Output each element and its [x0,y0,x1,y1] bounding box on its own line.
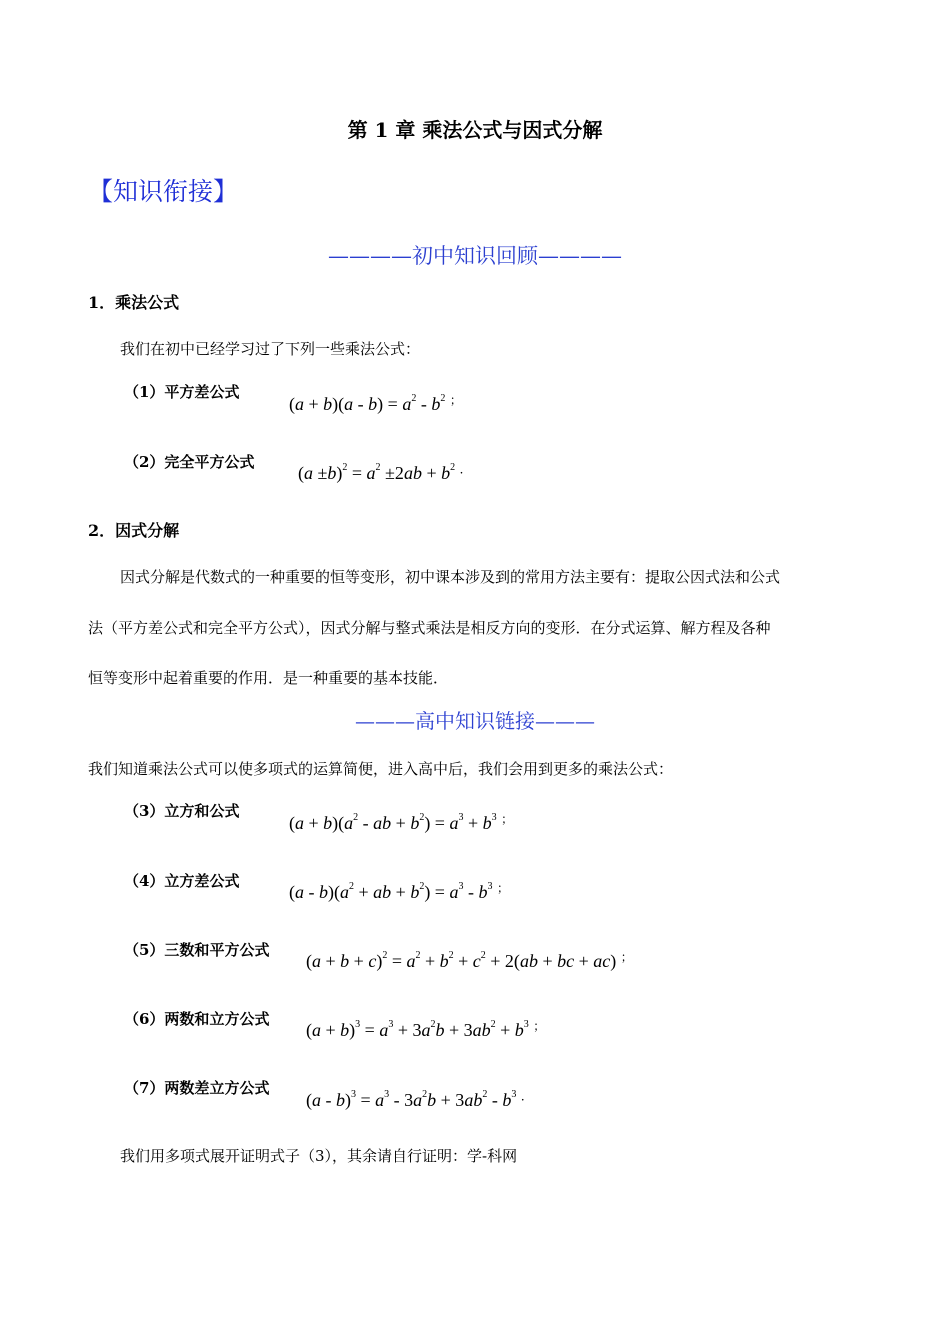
formula-2-end: ． [459,462,472,476]
divider-junior-review: ————初中知识回顾———— [328,244,622,268]
formula-label-6: （6）两数和立方公式 [124,1010,270,1028]
section-heading-factorization: 2．因式分解 [88,521,180,540]
formula-4-end: ； [496,881,509,895]
formula-label-7: （7）两数差立方公式 [124,1079,270,1097]
formula-cube-of-sum: $(a + b)^3 = a^3 + 3a^2b + 3ab^2 + b^3$ ； [306,1019,546,1040]
formula-label-2: （2）完全平方公式 [124,453,255,471]
section-heading-multiplication: 1．乘法公式 [88,293,180,312]
formula-3-end: ； [501,812,514,826]
formula-5-end: ； [620,950,633,964]
section1-intro: 我们在初中已经学习过了下列一些乘法公式： [120,340,421,358]
knowledge-header: 【知识衔接】 [88,177,239,206]
formula-7-end: ． [520,1089,533,1103]
formula-difference-of-squares: $(a + b)(a - b) = a^2 - b^2$ ； [289,393,462,414]
formula-1-end: ； [449,393,462,407]
formula-cube-of-difference: $(a - b)^3 = a^3 - 3a^2b + 3ab^2 - b^3$ ． [306,1089,533,1110]
formula-perfect-square: $(a \pm b)^2 = a^2 \pm 2ab + b^2$ ． [298,462,472,483]
page-title: 第 1 章 乘法公式与因式分解 [347,118,603,142]
formula-label-5: （5）三数和平方公式 [124,941,270,959]
formula-label-4: （4）立方差公式 [124,872,240,890]
factorization-line-2: 法（平方差公式和完全平方公式），因式分解与整式乘法是相反方向的变形．在分式运算、解方程及各种 [88,619,771,637]
closing-text: 我们用多项式展开证明式子（3），其余请自行证明：学-科网 [120,1147,518,1165]
factorization-line-1: 因式分解是代数式的一种重要的恒等变形，初中课本涉及到的常用方法主要有：提取公因式法和公式 [120,568,781,586]
formula-difference-of-cubes: $(a - b)(a^2$ + ab + $b^2) = a^3 - b^3$ ； [289,881,509,902]
formula-6-end: ； [533,1019,546,1033]
formula-label-1: （1）平方差公式 [124,383,240,401]
formula-label-3: （3）立方和公式 [124,802,240,820]
factorization-line-3: 恒等变形中起着重要的作用．是一种重要的基本技能． [88,669,449,687]
formula-three-term-square: $(a + b + c)^2 = a^2 + b^2 + c^2 + 2(ab$ + bc + ac) ； [306,950,633,971]
divider-senior-link: ———高中知识链接——— [355,709,595,733]
senior-intro: 我们知道乘法公式可以使多项式的运算简便，进入高中后，我们会用到更多的乘法公式： [88,760,674,778]
formula-sum-of-cubes: $(a + b)(a^2$ - ab + $b^2) = a^3 + b^3$ ； [289,812,514,833]
